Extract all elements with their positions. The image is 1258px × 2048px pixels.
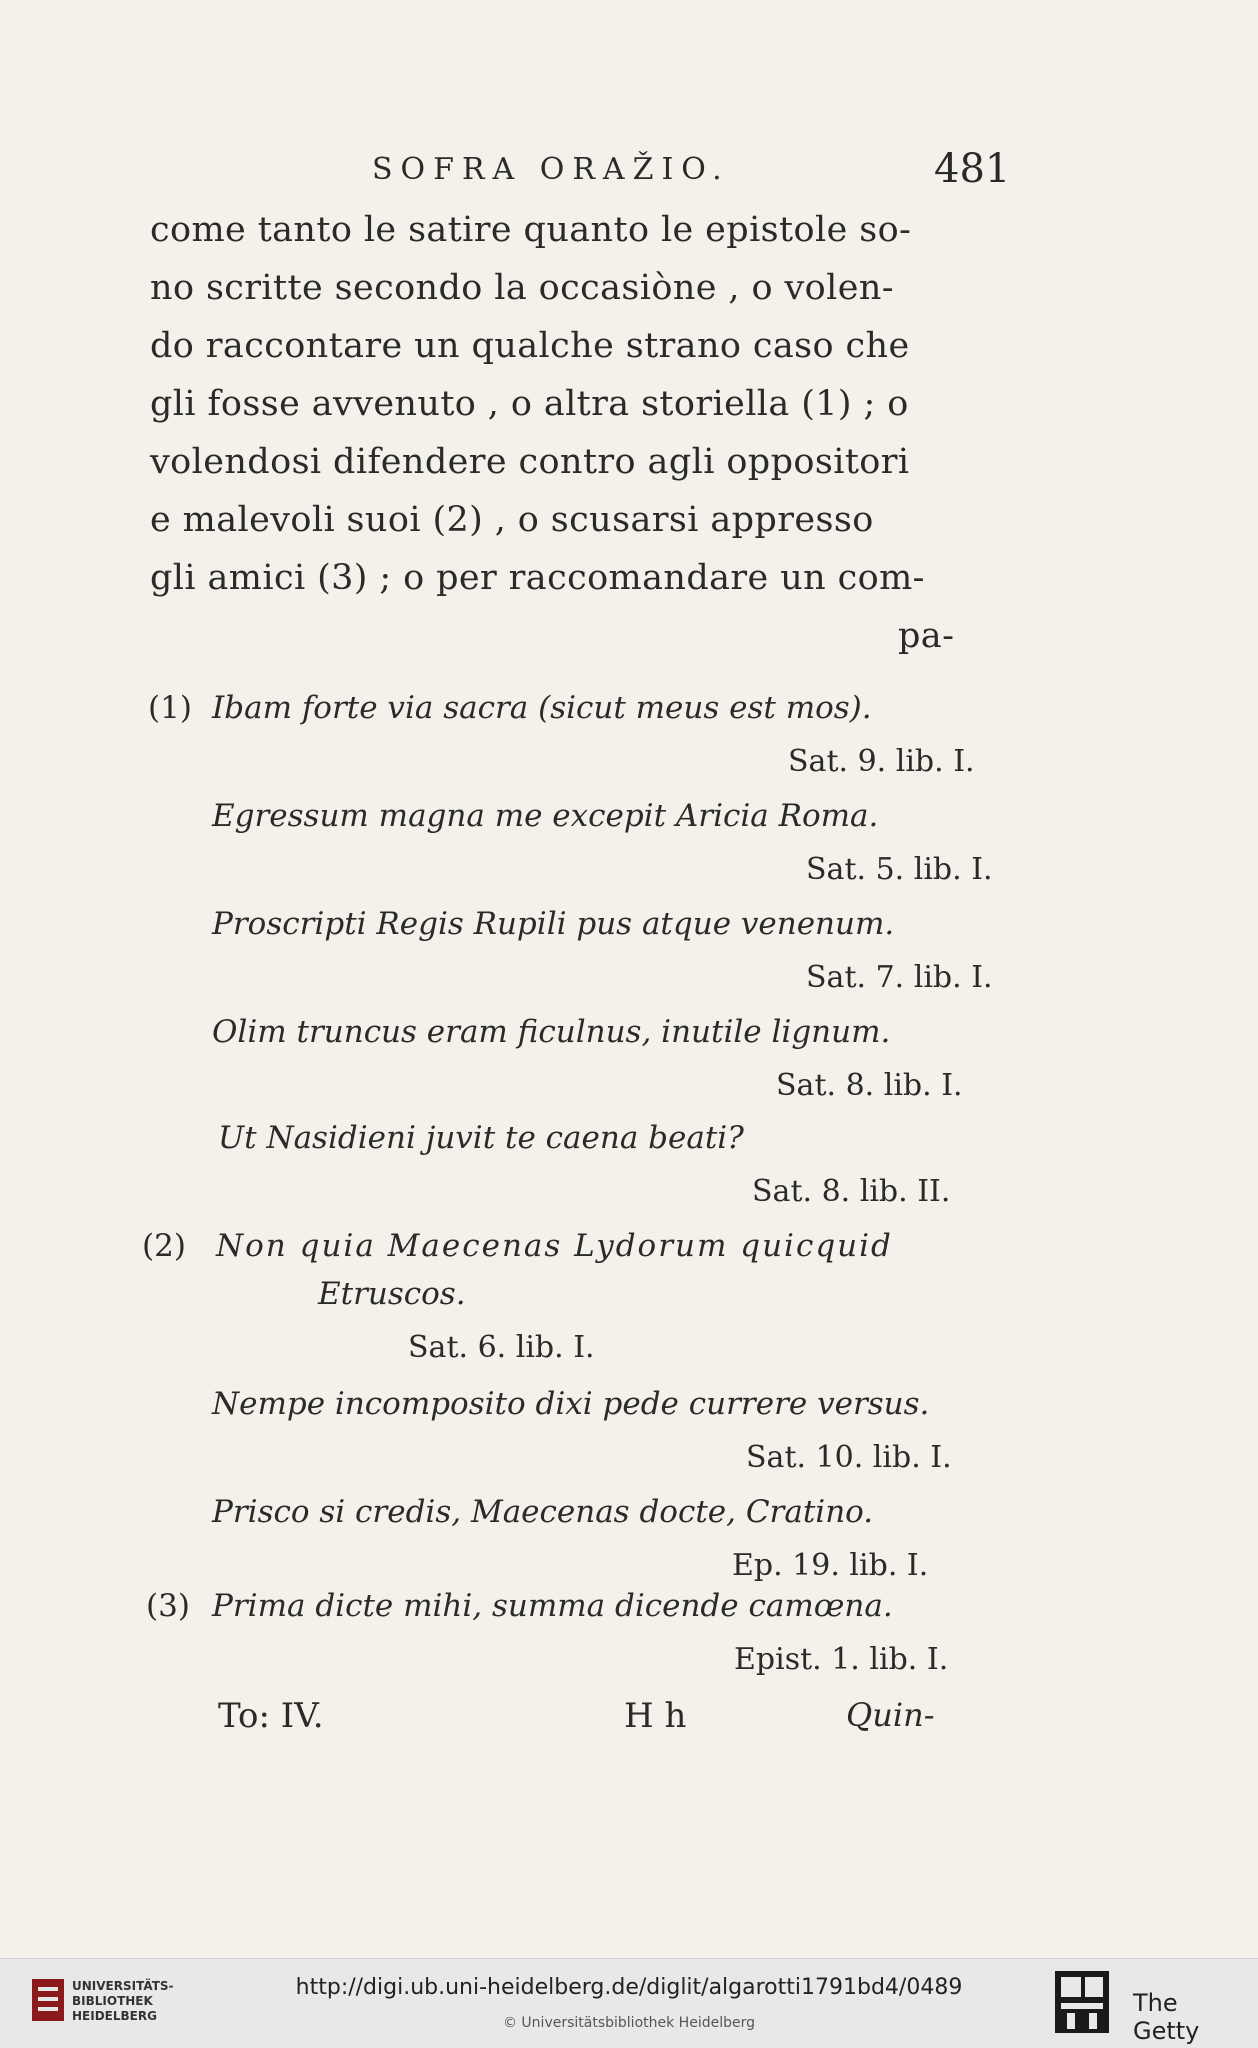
footnote-reference: Sat. 8. lib. I. [776, 1068, 963, 1103]
footnote-reference: Sat. 7. lib. I. [806, 960, 993, 995]
page-number: 481 [934, 146, 1011, 192]
running-title: SOFRA ORAŽIO. [372, 152, 730, 187]
footnote-quote: Non quia Maecenas Lydorum quicquid [216, 1228, 893, 1264]
body-line: come tanto le satire quanto le epistole so- [150, 210, 912, 250]
footnote-quote: Prisco si credis, Maecenas docte, Cratino. [212, 1494, 874, 1530]
getty-logo[interactable] [1055, 1971, 1245, 2045]
signature-mark: H h [624, 1696, 687, 1736]
catchword: pa- [898, 616, 955, 656]
footnote-label: (2) [142, 1228, 186, 1264]
volume-mark: To: IV. [218, 1696, 324, 1736]
footnote-label: (3) [146, 1588, 190, 1624]
body-line: volendosi difendere contro agli oppositori [150, 442, 910, 482]
getty-name: The Getty [1133, 1989, 1200, 2045]
permalink-url[interactable]: http://digi.ub.uni-heidelberg.de/diglit/algarotti1791bd4/0489 [295, 1975, 963, 2000]
body-line: no scritte secondo la occasiòne , o volen- [150, 268, 894, 308]
footnote-reference: Sat. 9. lib. I. [788, 744, 975, 779]
footnote-reference: Ep. 19. lib. I. [732, 1548, 929, 1583]
footnote-quote: Ut Nasidieni juvit te caena beati? [218, 1120, 744, 1156]
footnote-label: (1) [148, 690, 192, 726]
body-line: do raccontare un qualche strano caso che [150, 326, 910, 366]
footnote-reference: Sat. 10. lib. I. [746, 1440, 952, 1475]
body-line: e malevoli suoi (2) , o scusarsi appresso [150, 500, 874, 540]
footnote-quote: Nempe incomposito dixi pede currere versus. [212, 1386, 930, 1422]
library-name: UNIVERSITÄTS- BIBLIOTHEK HEIDELBERG [72, 1979, 174, 2023]
footnote-quote: Proscripti Regis Rupili pus atque venenum. [212, 906, 895, 942]
footnote-reference: Epist. 1. lib. I. [734, 1642, 949, 1677]
footnote-quote-continued: Etruscos. [318, 1276, 466, 1312]
copyright-notice: © Universitätsbibliothek Heidelberg [502, 2015, 755, 2031]
footnote-quote: Egressum magna me excepit Aricia Roma. [212, 798, 879, 834]
footnote-reference: Sat. 6. lib. I. [408, 1330, 595, 1365]
footnote-quote: Olim truncus eram ficulnus, inutile lignum. [212, 1014, 891, 1050]
body-line: gli amici (3) ; o per raccomandare un com- [150, 558, 925, 598]
footnote-reference: Sat. 5. lib. I. [806, 852, 993, 887]
viewer-footer [0, 1958, 1258, 2048]
catchword-bottom: Quin- [846, 1696, 935, 1734]
footnote-quote: Ibam forte via sacra (sicut meus est mos). [212, 690, 872, 726]
getty-mark-icon [1055, 1971, 1109, 2033]
footnote-reference: Sat. 8. lib. II. [752, 1174, 951, 1209]
footnote-quote: Prima dicte mihi, summa dicende camœna. [212, 1588, 893, 1624]
body-line: gli fosse avvenuto , o altra storiella (1) ; o [150, 384, 909, 424]
